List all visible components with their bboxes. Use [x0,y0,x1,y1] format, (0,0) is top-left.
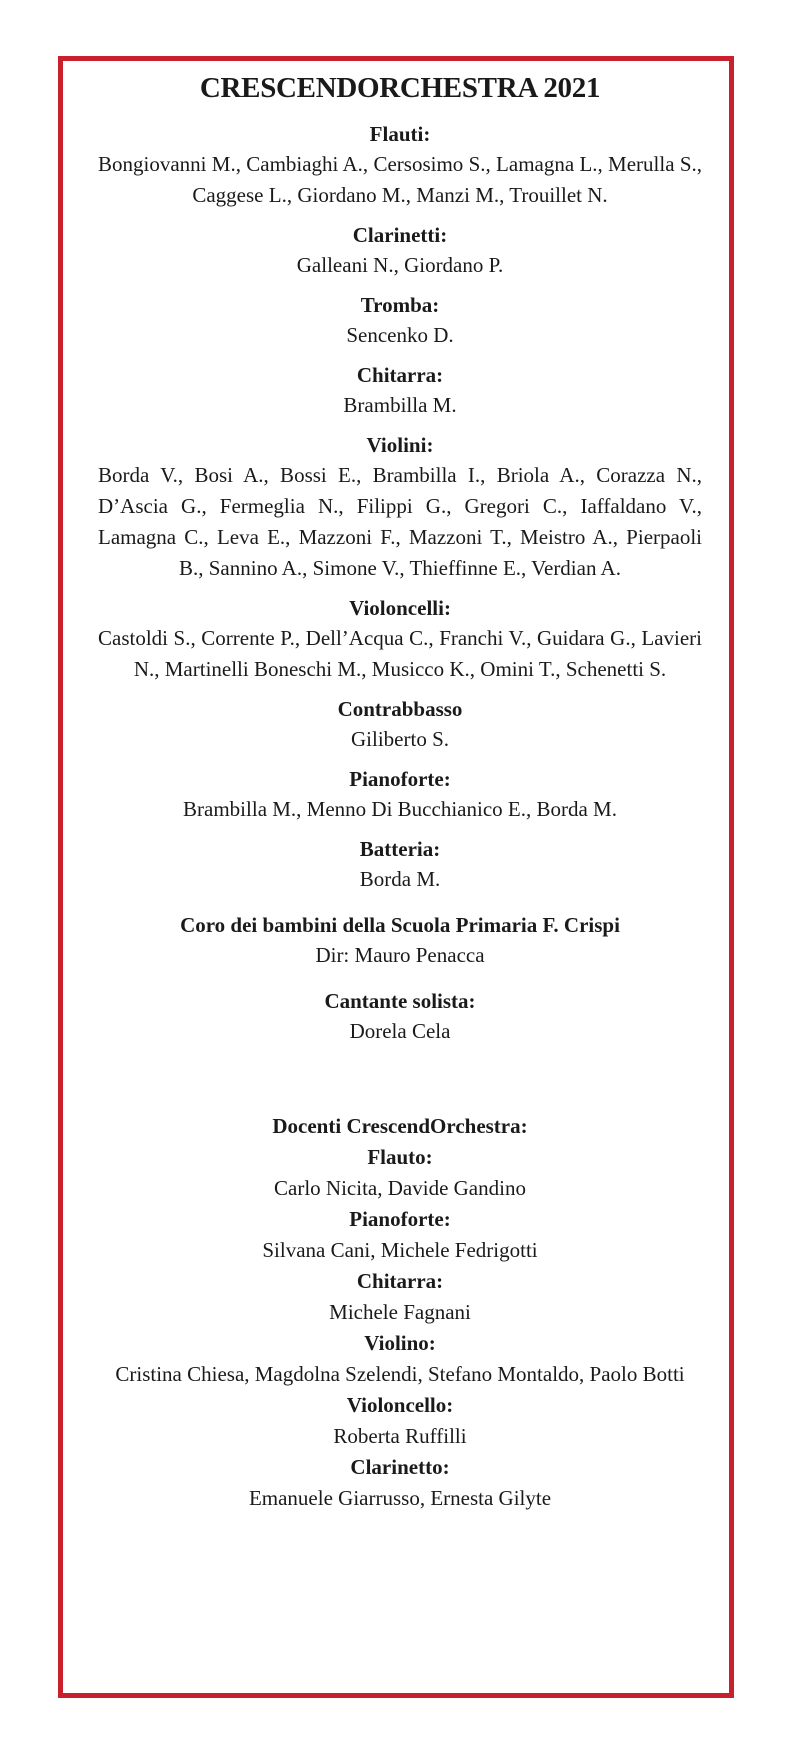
soloist-name: Dorela Cela [349,1019,451,1043]
teacher-group-names: Cristina Chiesa, Magdolna Szelendi, Stefano Montaldo, Paolo Botti [115,1362,685,1386]
teacher-group-label: Flauto: [367,1145,433,1169]
section-clarinetti [98,221,702,281]
teacher-group-names: Silvana Cani, Michele Fedrigotti [262,1238,538,1262]
teachers-heading: Docenti CrescendOrchestra: [272,1114,528,1138]
teacher-group-names: Roberta Ruffilli [333,1424,467,1448]
section-members: Brambilla M., Menno Di Bucchianico E., Borda M. [183,797,617,821]
teacher-group-label: Chitarra: [356,1269,444,1293]
section-members: Borda M. [359,867,441,891]
section-label: Violoncelli: [349,596,451,620]
section-members: Borda V., Bosi A., Bossi E., Brambilla I., Briola A., Corazza N., D’Ascia G., Fermeglia N., Filippi G., Gregori C., Iaffaldano V., Lamagna C., Leva E., Mazzoni F., Mazzoni T., Meistro A., Pierpaoli B., Sannino A., Simone V., Thieffinne E., Verdian A. [98,463,702,580]
teacher-group-names: Carlo Nicita, Davide Gandino [274,1176,526,1200]
section-label: Pianoforte: [349,767,451,791]
section-members: Galleani N., Giordano P. [296,253,504,277]
section-flauti [98,120,702,211]
section-label: Batteria: [359,837,441,861]
section-soloist [98,987,702,1047]
section-label: Clarinetti: [352,223,448,247]
teacher-group-names: Michele Fagnani [329,1300,471,1324]
section-contrabbasso [98,695,702,755]
teacher-group-label: Violino: [364,1331,436,1355]
section-members: Bongiovanni M., Cambiaghi A., Cersosimo S., Lamagna L., Merulla S., Caggese L., Giordano M., Manzi M., Trouillet N. [98,152,702,207]
choir-director: Dir: Mauro Penacca [315,943,485,967]
section-members: Giliberto S. [351,727,449,751]
teacher-group-label: Violoncello: [346,1393,454,1417]
section-members: Castoldi S., Corrente P., Dell’Acqua C., Franchi V., Guidara G., Lavieri N., Martinelli Boneschi M., Musicco K., Omini T., Schenetti S. [98,626,702,681]
soloist-label: Cantante solista: [324,989,476,1013]
teacher-group-label: Clarinetto: [350,1455,450,1479]
section-batteria [98,835,702,895]
section-label: Contrabbasso [337,697,463,721]
page-title: CRESCENDORCHESTRA 2021 [199,72,601,104]
section-violini [98,431,702,584]
section-label: Violini: [366,433,434,457]
teachers-section [98,1111,702,1514]
section-members: Sencenko D. [346,323,454,347]
section-label: Flauti: [369,122,431,146]
section-label: Chitarra: [356,363,444,387]
section-choir [98,911,702,971]
section-chitarra [98,361,702,421]
program-content [98,68,702,1514]
teacher-group-label: Pianoforte: [349,1207,451,1231]
section-label: Tromba: [360,293,440,317]
teacher-group-names: Emanuele Giarrusso, Ernesta Gilyte [248,1486,552,1510]
section-members: Brambilla M. [343,393,457,417]
section-tromba [98,291,702,351]
section-violoncelli [98,594,702,685]
section-pianoforte [98,765,702,825]
choir-label: Coro dei bambini della Scuola Primaria F. Crispi [180,913,620,937]
